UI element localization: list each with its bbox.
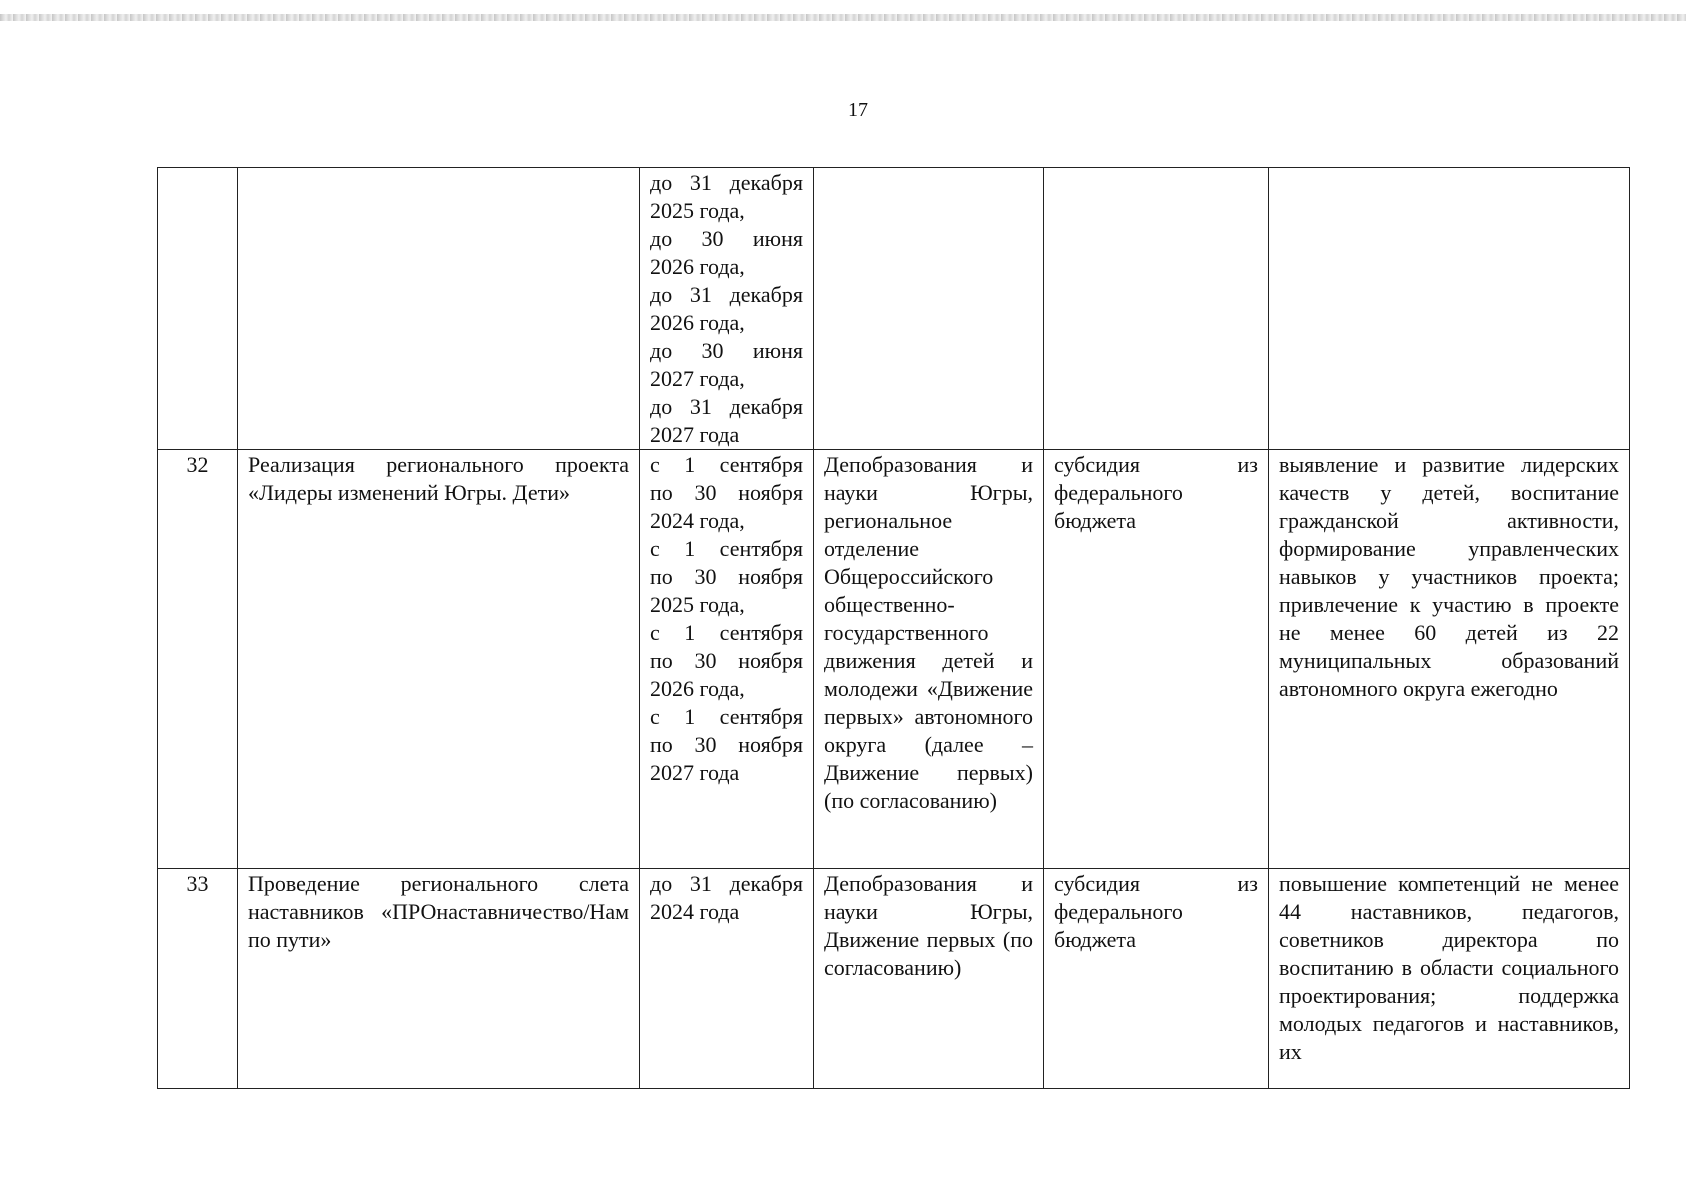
responsible-cell: Депобразования и науки Югры, Движение первых (по согласованию) <box>814 869 1044 1089</box>
page-number: 17 <box>848 99 868 121</box>
funding-cell: субсидия из федерального бюджета <box>1044 450 1269 869</box>
scan-edge-artifact <box>0 14 1686 21</box>
row-number: 32 <box>158 450 238 869</box>
row-number: 33 <box>158 869 238 1089</box>
table-row <box>158 168 1630 450</box>
term-line: с 1 сентября <box>650 620 803 645</box>
table-row <box>158 869 1630 1089</box>
term-line: 2027 года, <box>650 366 745 391</box>
funding-cell: субсидия из федерального бюджета <box>1044 869 1269 1089</box>
activity-name: Проведение регионального слета наставников «ПРОнаставничество/Нам по пути» <box>238 869 640 1089</box>
result-cell <box>1269 168 1630 450</box>
term-line: с 1 сентября <box>650 452 803 477</box>
term-cell <box>640 168 814 450</box>
term-line: 2024 года, <box>650 508 745 533</box>
activities-table <box>157 167 1630 1089</box>
term-line: до 31 декабря <box>650 282 803 307</box>
term-cell <box>640 869 814 1089</box>
term-line: по 30 ноября <box>650 564 803 589</box>
table-row <box>158 450 1630 869</box>
term-line: до 31 декабря <box>650 170 803 195</box>
term-line: 2026 года, <box>650 310 745 335</box>
activity-name <box>238 168 640 450</box>
term-line: 2026 года, <box>650 254 745 279</box>
funding-cell <box>1044 168 1269 450</box>
term-line: 2027 года <box>650 422 740 447</box>
term-line: с 1 сентября <box>650 536 803 561</box>
responsible-cell: Депобразования и науки Югры, региональное отделение Общероссийского общественно-государственного движения детей и молодежи «Движение первых» автономного округа (далее – Движение первых) (по согласованию) <box>814 450 1044 869</box>
term-line: до 31 декабря <box>650 871 803 896</box>
term-cell <box>640 450 814 869</box>
term-line: 2024 года <box>650 899 740 924</box>
term-line: 2027 года <box>650 760 740 785</box>
term-line: 2025 года, <box>650 592 745 617</box>
activity-name: Реализация регионального проекта «Лидеры изменений Югры. Дети» <box>238 450 640 869</box>
result-cell: выявление и развитие лидерских качеств у детей, воспитание гражданской активности, формирование управленческих навыков у участников проекта; привлечение к участию в проекте не менее 60 детей из 22 муниципальных образований автономного округа ежегодно <box>1269 450 1630 869</box>
term-line: по 30 ноября <box>650 480 803 505</box>
row-number <box>158 168 238 450</box>
term-line: 2026 года, <box>650 676 745 701</box>
responsible-cell <box>814 168 1044 450</box>
term-line: по 30 ноября <box>650 648 803 673</box>
result-cell: повышение компетенций не менее 44 наставников, педагогов, советников директора по воспитанию в области социального проектирования; поддержка молодых педагогов и наставников, их <box>1269 869 1630 1089</box>
term-line: до 31 декабря <box>650 394 803 419</box>
term-line: до 30 июня <box>650 338 803 363</box>
term-line: с 1 сентября <box>650 704 803 729</box>
term-line: 2025 года, <box>650 198 745 223</box>
term-line: по 30 ноября <box>650 732 803 757</box>
term-line: до 30 июня <box>650 226 803 251</box>
